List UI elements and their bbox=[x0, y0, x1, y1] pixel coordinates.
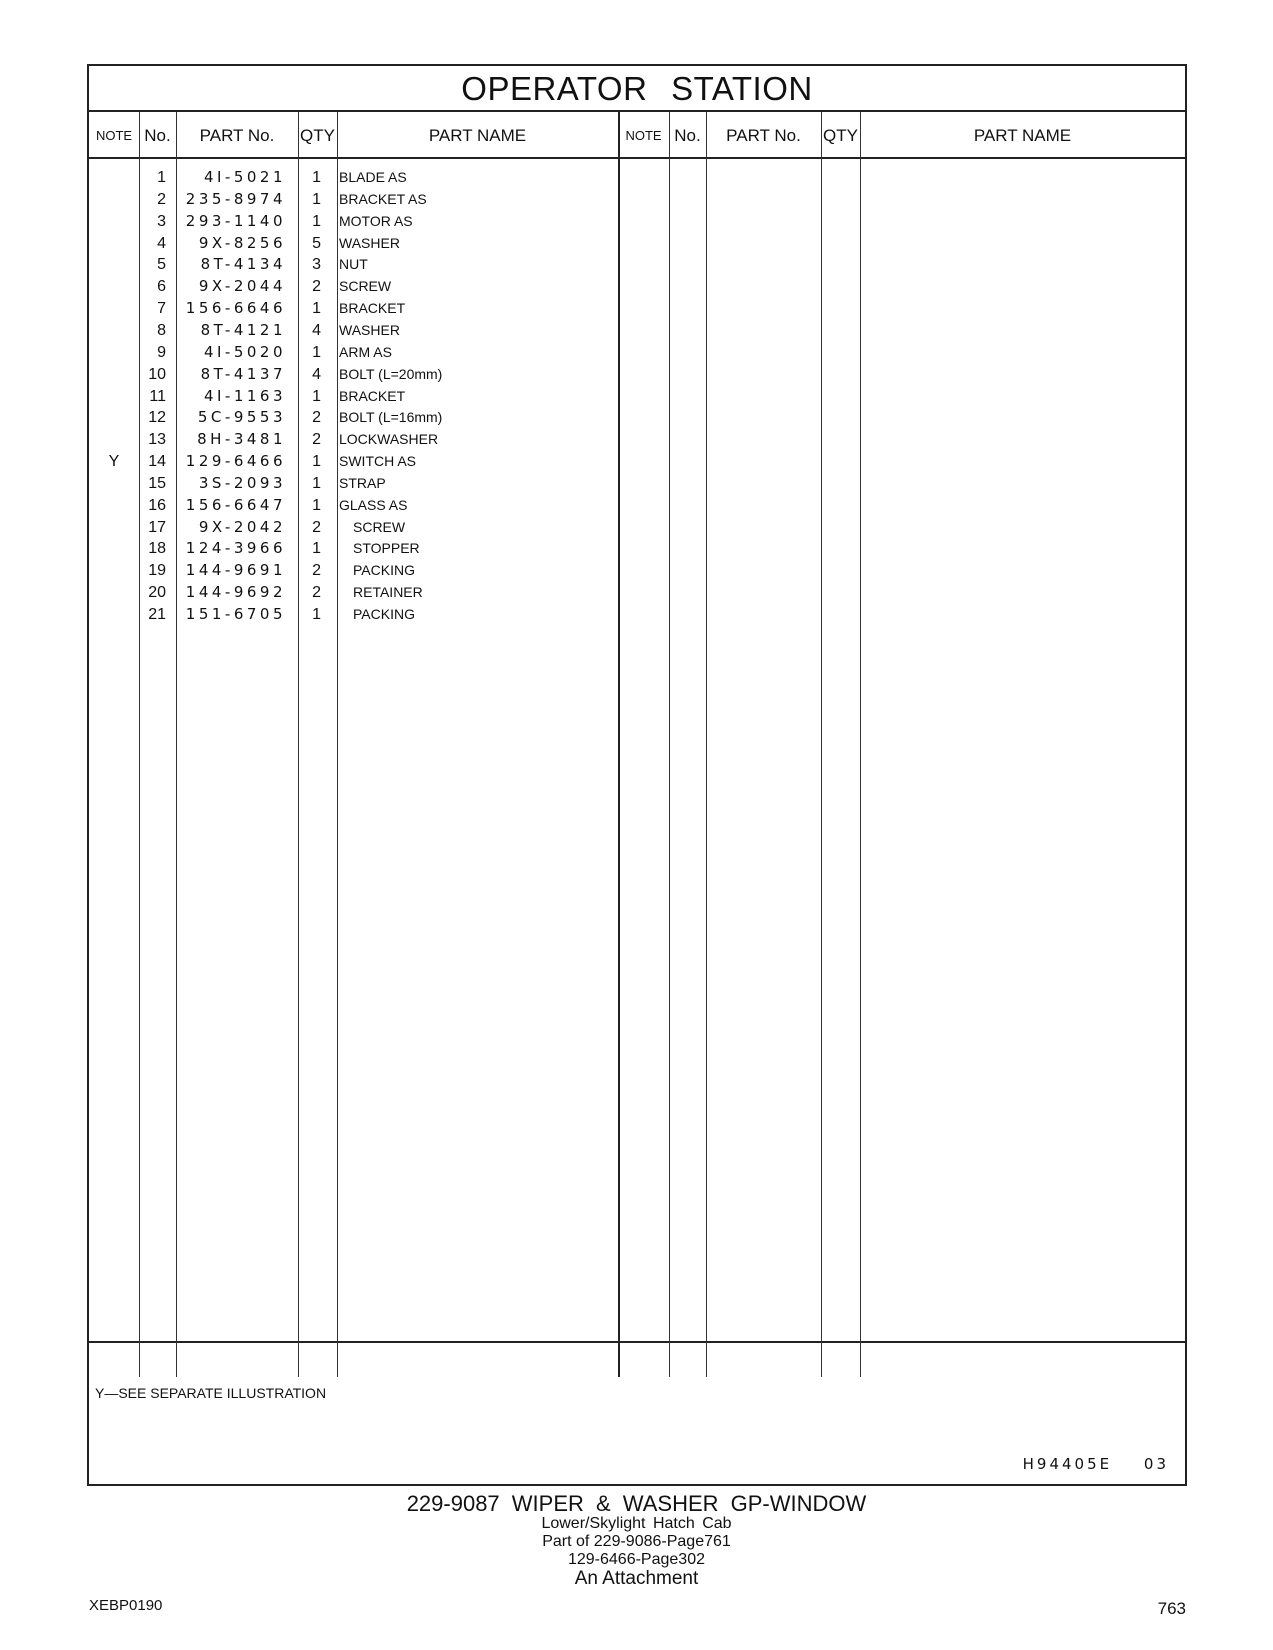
row-number: 13 bbox=[148, 431, 166, 449]
row-part-name: GLASS AS bbox=[339, 496, 408, 513]
col-divider bbox=[706, 112, 707, 1377]
row-number: 2 bbox=[157, 190, 166, 208]
row-part-number: 8T-4137 bbox=[200, 364, 286, 383]
row-part-number: 8T-4121 bbox=[200, 320, 286, 339]
header-note-right: NOTE bbox=[625, 128, 662, 143]
row-quantity: 1 bbox=[312, 387, 321, 405]
caption-line: An Attachment bbox=[574, 1568, 699, 1589]
row-note bbox=[89, 581, 139, 604]
row-quantity: 1 bbox=[312, 474, 321, 492]
row-number: 8 bbox=[157, 321, 166, 339]
row-part-number: 293-1140 bbox=[185, 211, 286, 230]
col-divider bbox=[860, 112, 861, 1377]
header-qty-right: QTY bbox=[823, 126, 858, 145]
row-note bbox=[89, 603, 139, 626]
caption-line: Part of 229-9086-Page761 bbox=[542, 1533, 731, 1550]
row-quantity: 1 bbox=[312, 606, 321, 623]
row-quantity: 5 bbox=[312, 234, 321, 252]
row-part-number: 235-8974 bbox=[185, 189, 286, 208]
row-note bbox=[89, 232, 139, 255]
row-part-number: 124-3966 bbox=[185, 539, 286, 558]
row-part-number: 4I-5021 bbox=[203, 168, 286, 186]
row-number: 3 bbox=[157, 212, 166, 230]
row-number: 6 bbox=[157, 278, 166, 296]
parts-list-frame bbox=[87, 64, 1187, 1486]
col-divider-center bbox=[618, 112, 620, 1377]
document-code: XEBP0190 bbox=[89, 1597, 163, 1614]
header-part-no-right: PART No. bbox=[726, 126, 801, 145]
row-note bbox=[89, 406, 139, 429]
col-divider bbox=[669, 112, 670, 1377]
header-no: No. bbox=[144, 126, 171, 145]
row-number: 7 bbox=[157, 300, 166, 318]
row-quantity: 2 bbox=[312, 562, 321, 580]
row-part-name: BRACKET bbox=[339, 300, 406, 317]
row-part-number: 3S-2093 bbox=[198, 473, 286, 492]
row-number: 21 bbox=[148, 606, 166, 623]
row-part-name: RETAINER bbox=[353, 584, 423, 601]
caption-line: Lower/Skylight Hatch Cab bbox=[541, 1515, 732, 1532]
drawing-code bbox=[1023, 1455, 1169, 1473]
row-note bbox=[89, 559, 139, 582]
drawing-code-id: H94405E bbox=[1022, 1455, 1113, 1473]
header-part-no: PART No. bbox=[199, 126, 275, 145]
header-note: NOTE bbox=[95, 128, 133, 143]
row-quantity: 1 bbox=[312, 190, 321, 208]
row-note bbox=[89, 210, 139, 233]
row-quantity: 1 bbox=[312, 300, 321, 318]
row-part-name: WASHER bbox=[339, 234, 400, 251]
row-part-number: 9X-8256 bbox=[198, 233, 286, 252]
row-part-name: STOPPER bbox=[353, 540, 420, 557]
row-part-name: BOLT (L=20mm) bbox=[339, 365, 443, 382]
row-note bbox=[89, 166, 139, 189]
row-quantity: 2 bbox=[312, 584, 321, 602]
row-part-number: 9X-2042 bbox=[198, 517, 286, 536]
row-note bbox=[89, 188, 139, 211]
row-quantity: 4 bbox=[312, 365, 321, 383]
row-quantity: 1 bbox=[312, 212, 321, 230]
row-part-number: 9X-2044 bbox=[198, 277, 286, 296]
row-part-number: 4I-1163 bbox=[203, 386, 286, 405]
header-qty: QTY bbox=[300, 126, 335, 145]
row-quantity: 2 bbox=[312, 431, 321, 449]
row-part-number: 156-6646 bbox=[185, 299, 286, 318]
row-quantity: 1 bbox=[312, 453, 321, 471]
row-part-number: 129-6466 bbox=[185, 452, 286, 471]
row-part-name: BOLT (L=16mm) bbox=[339, 409, 443, 426]
row-note bbox=[89, 363, 139, 386]
row-number: 19 bbox=[148, 562, 166, 580]
row-part-number: 144-9692 bbox=[185, 583, 286, 602]
row-part-name: WASHER bbox=[339, 321, 400, 338]
row-quantity: 2 bbox=[312, 278, 321, 296]
row-part-number: 4I-5020 bbox=[203, 342, 286, 361]
row-number: 5 bbox=[157, 256, 166, 274]
row-note bbox=[89, 428, 139, 451]
row-number: 16 bbox=[148, 496, 166, 514]
row-note bbox=[89, 537, 139, 560]
row-number: 9 bbox=[157, 343, 166, 361]
row-part-name: ARM AS bbox=[339, 343, 392, 360]
row-note bbox=[89, 319, 139, 342]
drawing-code-rev: 03 bbox=[1143, 1455, 1169, 1473]
row-part-number: 5C-9553 bbox=[197, 408, 286, 427]
row-part-name: SCREW bbox=[353, 518, 406, 535]
caption-line: 129-6466-Page302 bbox=[567, 1551, 705, 1568]
col-divider bbox=[337, 112, 338, 1377]
row-note bbox=[89, 341, 139, 364]
row-quantity: 1 bbox=[312, 540, 321, 558]
row-number: 14 bbox=[148, 453, 166, 471]
row-number: 1 bbox=[157, 169, 166, 186]
row-number: 15 bbox=[148, 474, 166, 492]
header-part-name: PART NAME bbox=[428, 126, 527, 145]
row-part-number: 151-6705 bbox=[185, 605, 286, 623]
body-bottom-divider bbox=[89, 1341, 1185, 1343]
row-part-name: NUT bbox=[339, 256, 368, 273]
row-part-name: SCREW bbox=[339, 278, 392, 295]
row-note bbox=[89, 275, 139, 298]
row-part-name: BRACKET AS bbox=[339, 190, 427, 207]
row-number: 12 bbox=[148, 409, 166, 427]
row-note bbox=[89, 297, 139, 320]
row-note: Y bbox=[108, 453, 120, 471]
row-quantity: 3 bbox=[312, 256, 321, 274]
row-part-name: LOCKWASHER bbox=[339, 431, 439, 448]
row-number: 18 bbox=[148, 540, 166, 558]
page-number: 763 bbox=[1157, 1599, 1186, 1618]
row-number: 10 bbox=[148, 365, 166, 383]
row-quantity: 4 bbox=[312, 321, 321, 339]
row-part-name: PACKING bbox=[353, 562, 415, 579]
row-part-name: PACKING bbox=[353, 606, 415, 622]
header-part-name-right: PART NAME bbox=[973, 126, 1072, 145]
row-part-name: BLADE AS bbox=[339, 169, 407, 185]
row-number: 4 bbox=[157, 234, 166, 252]
row-note bbox=[89, 472, 139, 495]
caption-title: 229-9087 WIPER & WASHER GP-WINDOW bbox=[406, 1491, 867, 1516]
row-part-name: MOTOR AS bbox=[339, 212, 413, 229]
footnote: Y—SEE SEPARATE ILLUSTRATION bbox=[95, 1385, 327, 1401]
row-note bbox=[89, 385, 139, 408]
row-part-number: 144-9691 bbox=[185, 561, 286, 580]
row-part-number: 8H-3481 bbox=[197, 430, 286, 449]
row-quantity: 1 bbox=[312, 496, 321, 514]
row-number: 11 bbox=[149, 387, 166, 405]
row-part-name: STRAP bbox=[339, 474, 386, 491]
row-number: 20 bbox=[148, 584, 166, 602]
col-divider bbox=[821, 112, 822, 1377]
row-part-number: 156-6647 bbox=[185, 495, 286, 514]
row-quantity: 1 bbox=[312, 343, 321, 361]
row-note bbox=[89, 253, 139, 276]
row-part-name: BRACKET bbox=[339, 387, 406, 404]
row-note bbox=[89, 494, 139, 517]
header-no-right: No. bbox=[674, 126, 701, 145]
row-number: 17 bbox=[148, 518, 166, 536]
row-quantity: 2 bbox=[312, 409, 321, 427]
row-part-name: SWITCH AS bbox=[339, 453, 417, 470]
row-note bbox=[89, 516, 139, 539]
row-quantity: 2 bbox=[312, 518, 321, 536]
row-part-number: 8T-4134 bbox=[200, 255, 286, 274]
row-quantity: 1 bbox=[312, 169, 321, 186]
section-title: OPERATOR STATION bbox=[461, 70, 813, 107]
